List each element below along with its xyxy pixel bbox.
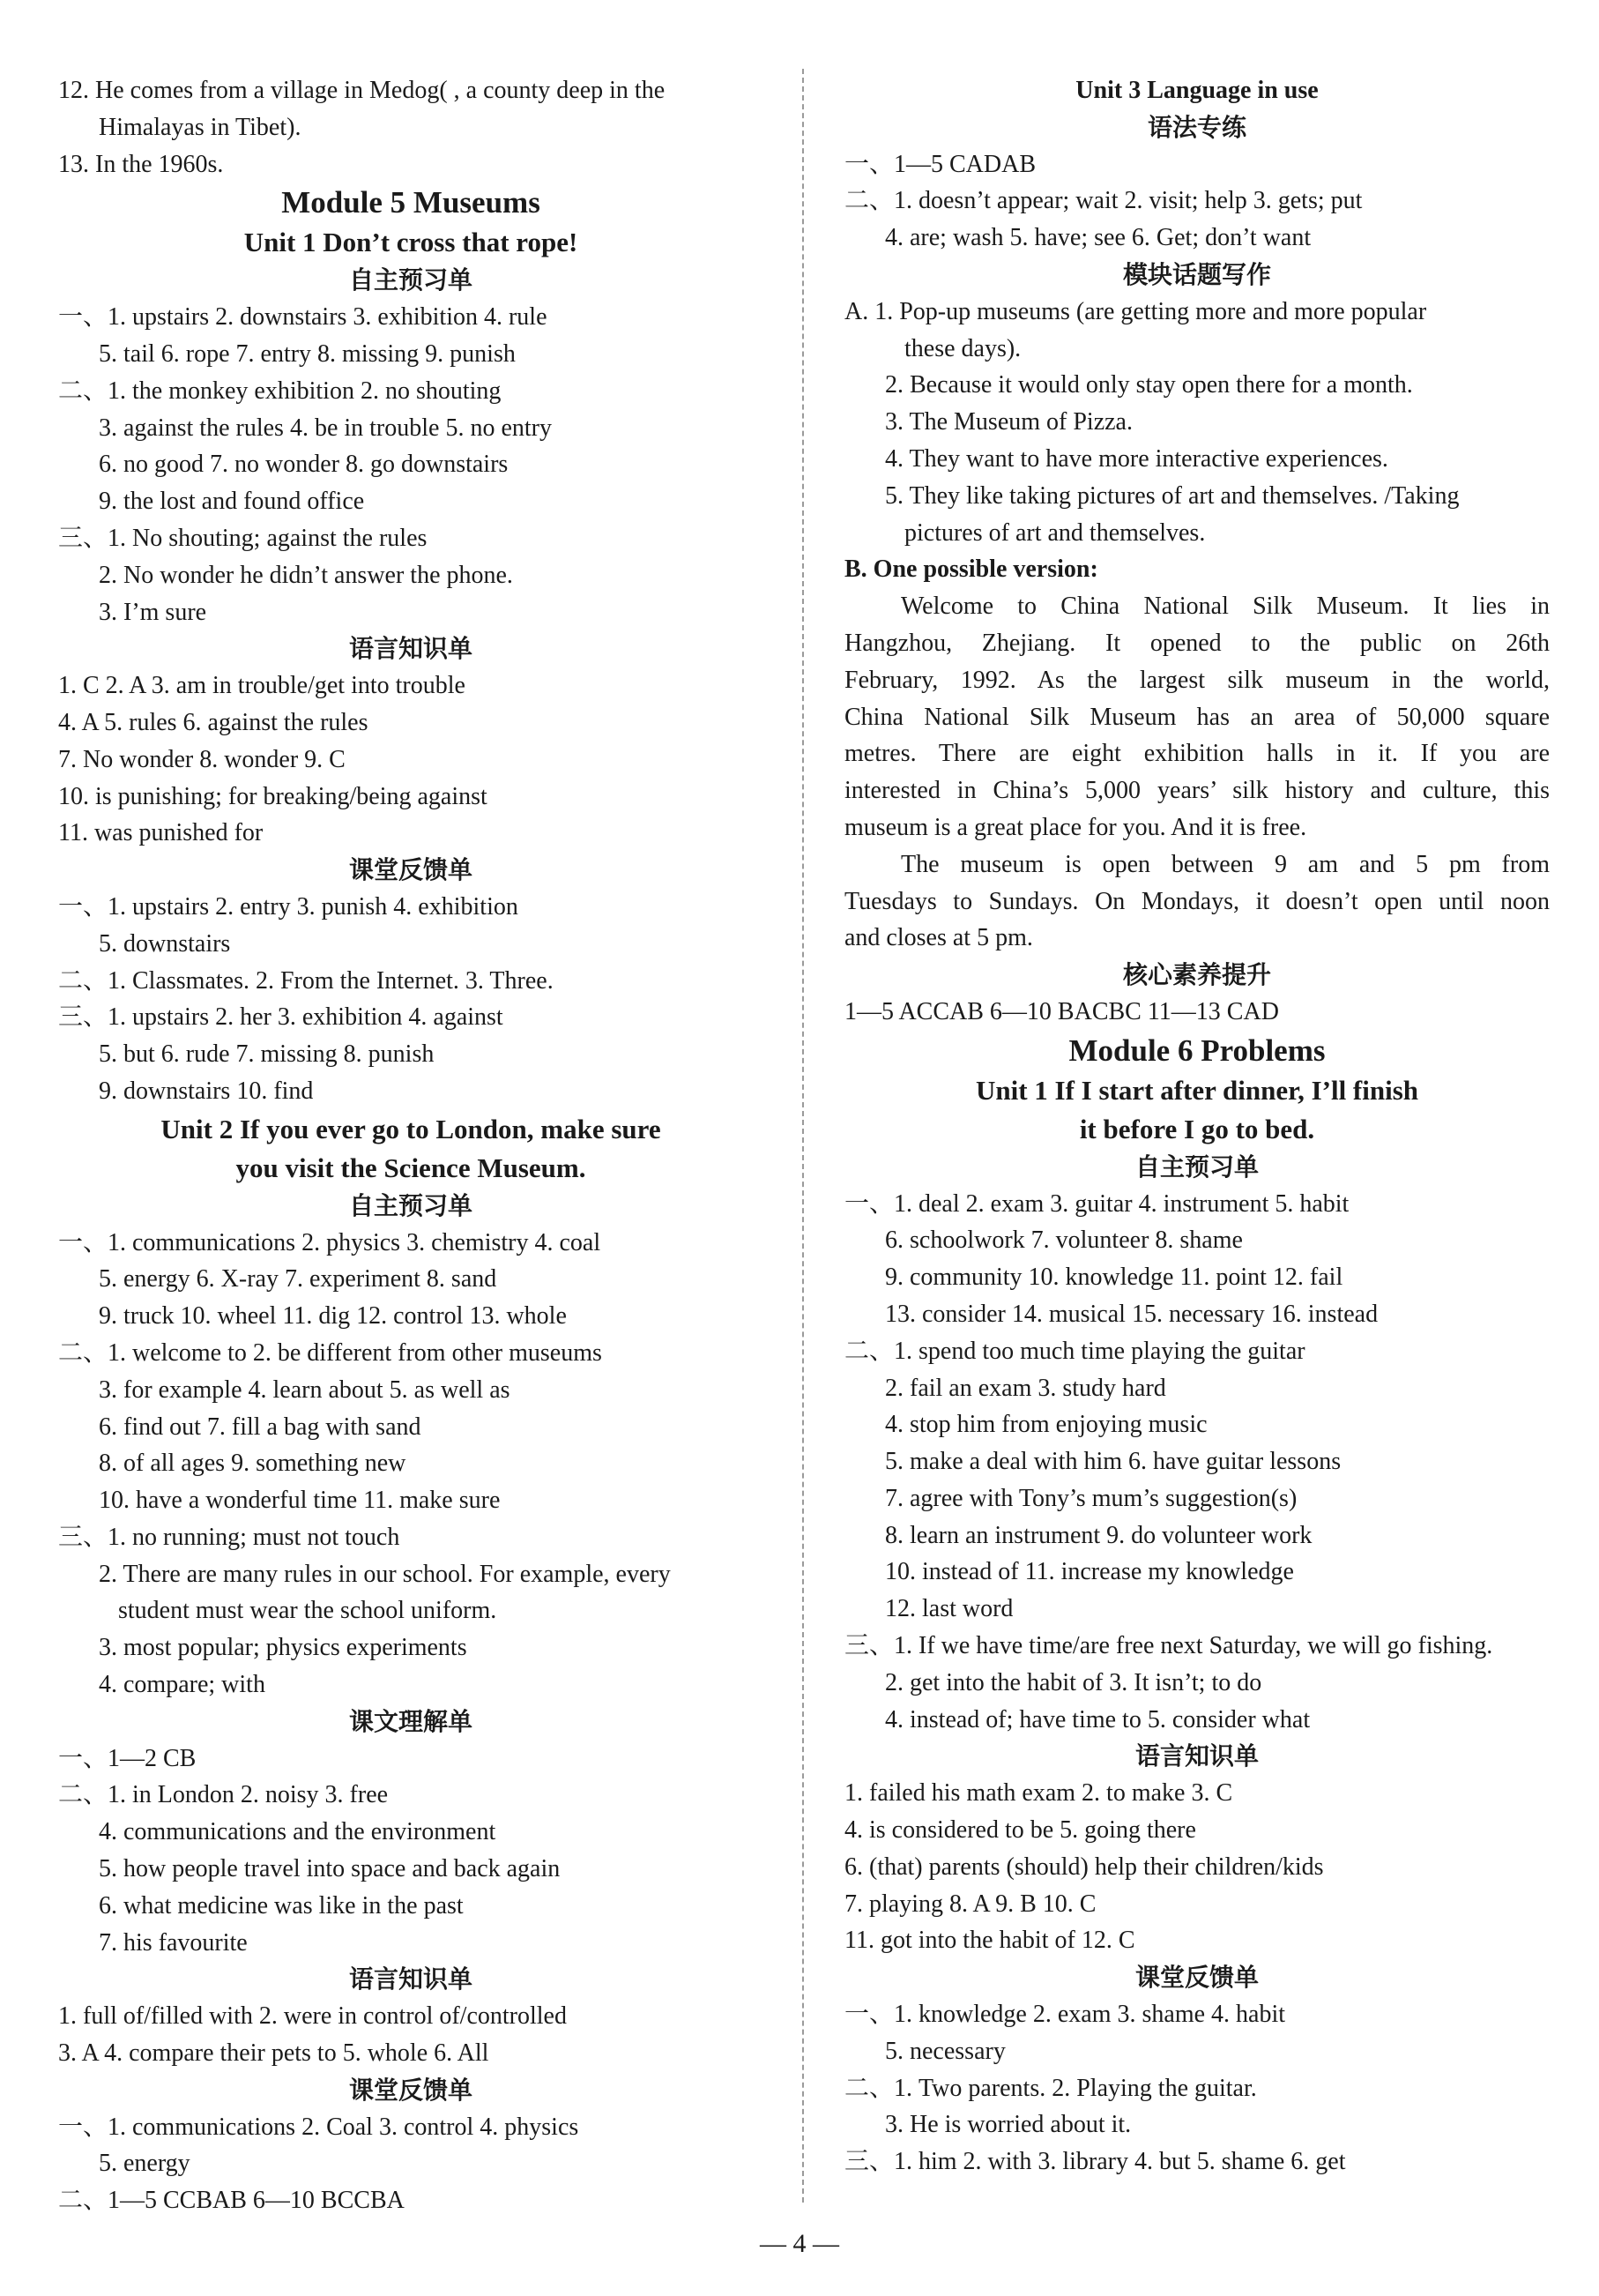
answer-line: 4. communications and the environment: [99, 1818, 496, 1846]
answer-line: 4. is considered to be 5. going there: [844, 1816, 1196, 1845]
answer-line: B. One possible version:: [844, 555, 1098, 584]
answer-line: 6. find out 7. fill a bag with sand: [99, 1413, 421, 1441]
answer-line: 一、1. communications 2. Coal 3. control 4. physics: [58, 2113, 579, 2141]
answer-line: 3. against the rules 4. be in trouble 5. no entry: [99, 414, 552, 442]
answer-line: 三、1. If we have time/are free next Saturday, we will go fishing.: [844, 1632, 1493, 1660]
answer-line: 2. There are many rules in our school. For example, every: [99, 1560, 671, 1588]
answer-line: 4. are; wash 5. have; see 6. Get; don’t want: [885, 224, 1312, 252]
answer-line: 5. but 6. rude 7. missing 8. punish: [99, 1040, 435, 1069]
answer-line: 2. No wonder he didn’t answer the phone.: [99, 561, 513, 589]
answer-line: 12. He comes from a village in Medog( , a county deep in the: [58, 77, 666, 104]
answer-line: 一、1. upstairs 2. entry 3. punish 4. exhibition: [58, 892, 518, 921]
answer-line: 7. agree with Tony’s mum’s suggestion(s): [885, 1484, 1298, 1512]
section-heading: 核心素养提升: [1122, 960, 1271, 990]
answer-line: A. 1. Pop-up museums (are getting more and more popular: [844, 297, 1427, 325]
answer-line: 3. The Museum of Pizza.: [885, 408, 1133, 436]
section-heading: 课堂反馈单: [1134, 1963, 1259, 1993]
unit-heading: Unit 1 If I start after dinner, I’ll finish: [975, 1074, 1419, 1106]
answer-line: 4. compare; with: [99, 1671, 265, 1699]
section-heading: 自主预习单: [1134, 1152, 1259, 1182]
answer-line: 一、1. deal 2. exam 3. guitar 4. instrument 5. habit: [844, 1189, 1350, 1218]
answer-line: 5. make a deal with him 6. have guitar lessons: [885, 1448, 1342, 1476]
left-column: [58, 72, 763, 2219]
section-heading: 自主预习单: [348, 1190, 472, 1220]
essay-line: metres. There are eight exhibition halls in it. If you are: [844, 740, 1550, 768]
answer-line: 三、1. him 2. with 3. library 4. but 5. shame 6. get: [844, 2148, 1346, 2176]
answer-line: 一、1—5 CADAB: [844, 150, 1037, 178]
essay-line: February, 1992. As the largest silk museum in the world,: [844, 666, 1550, 694]
answer-line: 9. the lost and found office: [99, 488, 365, 516]
answer-line: 二、1. welcome to 2. be different from other museums: [58, 1338, 602, 1367]
essay-line: Tuesdays to Sundays. On Mondays, it doesn’t open until noon: [844, 887, 1550, 915]
answer-line: 2. fail an exam 3. study hard: [885, 1374, 1166, 1402]
answer-line: 9. community 10. knowledge 11. point 12. fail: [885, 1264, 1343, 1292]
section-heading: 课堂反馈单: [348, 855, 472, 885]
answer-line: these days).: [904, 334, 1022, 362]
right-column: [844, 72, 1550, 2180]
answer-line: 8. learn an instrument 9. do volunteer work: [885, 1521, 1313, 1549]
answer-line: 二、1. Two parents. 2. Playing the guitar.: [844, 2074, 1257, 2102]
answer-line: student must wear the school uniform.: [118, 1597, 497, 1625]
section-heading: 语言知识单: [348, 634, 472, 664]
essay-line: Hangzhou, Zhejiang. It opened to the public on 26th: [844, 629, 1550, 657]
section-heading: 课堂反馈单: [348, 2075, 472, 2105]
answer-line: 一、1—2 CB: [58, 1744, 197, 1772]
answer-line: 4. instead of; have time to 5. consider what: [885, 1705, 1311, 1733]
answer-line: 10. have a wonderful time 11. make sure: [99, 1487, 501, 1515]
module-heading: Module 5 Museums: [281, 185, 540, 220]
answer-line: 1—5 ACCAB 6—10 BACBC 11—13 CAD: [844, 997, 1279, 1025]
answer-line: 2. get into the habit of 3. It isn’t; to do: [885, 1668, 1262, 1696]
answer-line: 6. (that) parents (should) help their children/kids: [844, 1852, 1324, 1881]
answer-line: 6. no good 7. no wonder 8. go downstairs: [99, 451, 509, 479]
answer-line: 3. He is worried about it.: [885, 2111, 1132, 2139]
section-heading: 语言知识单: [348, 1964, 472, 1994]
answer-line: 4. They want to have more interactive experiences.: [885, 444, 1388, 473]
essay-line: The museum is open between 9 am and 5 pm from: [901, 850, 1550, 878]
answer-line: 10. is punishing; for breaking/being against: [58, 782, 487, 810]
essay-line: interested in China’s 5,000 years’ silk history and culture, this: [844, 777, 1550, 805]
answer-line: 9. downstairs 10. find: [99, 1077, 314, 1105]
section-heading: 语言知识单: [1134, 1741, 1259, 1771]
answer-line: 10. instead of 11. increase my knowledge: [885, 1558, 1294, 1586]
answer-line: 12. last word: [885, 1595, 1014, 1623]
answer-line: 7. playing 8. A 9. B 10. C: [844, 1890, 1097, 1918]
essay-line: Welcome to China National Silk Museum. It lies in: [901, 593, 1550, 621]
answer-line: 5. tail 6. rope 7. entry 8. missing 9. punish: [99, 339, 516, 368]
answer-line: 1. failed his math exam 2. to make 3. C: [844, 1779, 1233, 1808]
section-heading: 自主预习单: [348, 265, 472, 295]
section-heading: 语法专练: [1147, 112, 1246, 142]
answer-line: 二、1. Classmates. 2. From the Internet. 3. Three.: [58, 966, 554, 995]
answer-line: 1. C 2. A 3. am in trouble/get into trouble: [58, 672, 465, 700]
answer-line: 5. downstairs: [99, 929, 231, 958]
answer-line: 三、1. upstairs 2. her 3. exhibition 4. against: [58, 1003, 503, 1032]
essay-line: and closes at 5 pm.: [844, 924, 1033, 952]
unit-heading: Unit 2 If you ever go to London, make sure: [160, 1113, 661, 1144]
answer-line: 1. full of/filled with 2. were in control of/controlled: [58, 2002, 567, 2031]
answer-line: 5. energy 6. X-ray 7. experiment 8. sand: [99, 1265, 497, 1293]
essay-line: museum is a great place for you. And it is free.: [844, 813, 1307, 841]
answer-line: 11. got into the habit of 12. C: [844, 1927, 1135, 1955]
answer-line: 一、1. communications 2. physics 3. chemistry 4. coal: [58, 1228, 601, 1256]
answer-line: 5. energy: [99, 2150, 190, 2178]
page-number: — 4 —: [760, 2229, 839, 2258]
answer-line: 2. Because it would only stay open there for a month.: [885, 371, 1413, 399]
section-heading: 模块话题写作: [1122, 259, 1271, 289]
section-heading: 课文理解单: [348, 1706, 472, 1736]
answer-line: 3. I’m sure: [99, 598, 207, 626]
answer-line: 二、1—5 CCBAB 6—10 BCCBA: [58, 2187, 405, 2215]
answer-line: Himalayas in Tibet).: [99, 113, 301, 141]
answer-line: Unit 3 Language in use: [1075, 77, 1319, 104]
answer-line: 二、1. doesn’t appear; wait 2. visit; help 3. gets; put: [844, 187, 1363, 215]
answer-line: 13. In the 1960s.: [58, 150, 224, 178]
answer-line: 二、1. spend too much time playing the guitar: [844, 1337, 1305, 1365]
answer-line: 6. schoolwork 7. volunteer 8. shame: [885, 1226, 1243, 1255]
answer-line: 7. his favourite: [99, 1928, 248, 1957]
module-heading: Module 6 Problems: [1068, 1032, 1326, 1068]
answer-line: 二、1. in London 2. noisy 3. free: [58, 1781, 389, 1809]
answer-line: 6. what medicine was like in the past: [99, 1891, 464, 1920]
answer-line: 7. No wonder 8. wonder 9. C: [58, 745, 346, 773]
answer-line: 4. stop him from enjoying music: [885, 1411, 1208, 1439]
unit-heading: Unit 1 Don’t cross that rope!: [243, 227, 578, 258]
answer-line: 4. A 5. rules 6. against the rules: [58, 708, 368, 736]
answer-line: 5. necessary: [885, 2037, 1006, 2065]
answer-line: 一、1. knowledge 2. exam 3. shame 4. habit: [844, 2001, 1286, 2029]
answer-line: pictures of art and themselves.: [904, 518, 1206, 547]
unit-heading: it before I go to bed.: [1079, 1113, 1315, 1144]
answer-line: 5. how people travel into space and back again: [99, 1855, 561, 1883]
answer-line: 3. for example 4. learn about 5. as well as: [99, 1375, 510, 1404]
answer-line: 一、1. upstairs 2. downstairs 3. exhibition 4. rule: [58, 303, 547, 332]
answer-line: 3. A 4. compare their pets to 5. whole 6. All: [58, 2039, 489, 2068]
answer-line: 13. consider 14. musical 15. necessary 16. instead: [885, 1300, 1379, 1328]
answer-line: 三、1. No shouting; against the rules: [58, 524, 428, 552]
answer-line: 8. of all ages 9. something new: [99, 1450, 406, 1478]
answer-line: 二、1. the monkey exhibition 2. no shouting: [58, 376, 502, 405]
column-divider: [802, 69, 804, 2203]
answer-line: 5. They like taking pictures of art and themselves. /Taking: [885, 481, 1460, 510]
answer-line: 11. was punished for: [58, 819, 264, 847]
answer-line: 三、1. no running; must not touch: [58, 1523, 400, 1551]
answer-line: 9. truck 10. wheel 11. dig 12. control 13. whole: [99, 1302, 567, 1331]
essay-line: China National Silk Museum has an area of 50,000 square: [844, 703, 1550, 731]
answer-line: 3. most popular; physics experiments: [99, 1634, 467, 1662]
unit-heading: you visit the Science Museum.: [235, 1152, 586, 1183]
